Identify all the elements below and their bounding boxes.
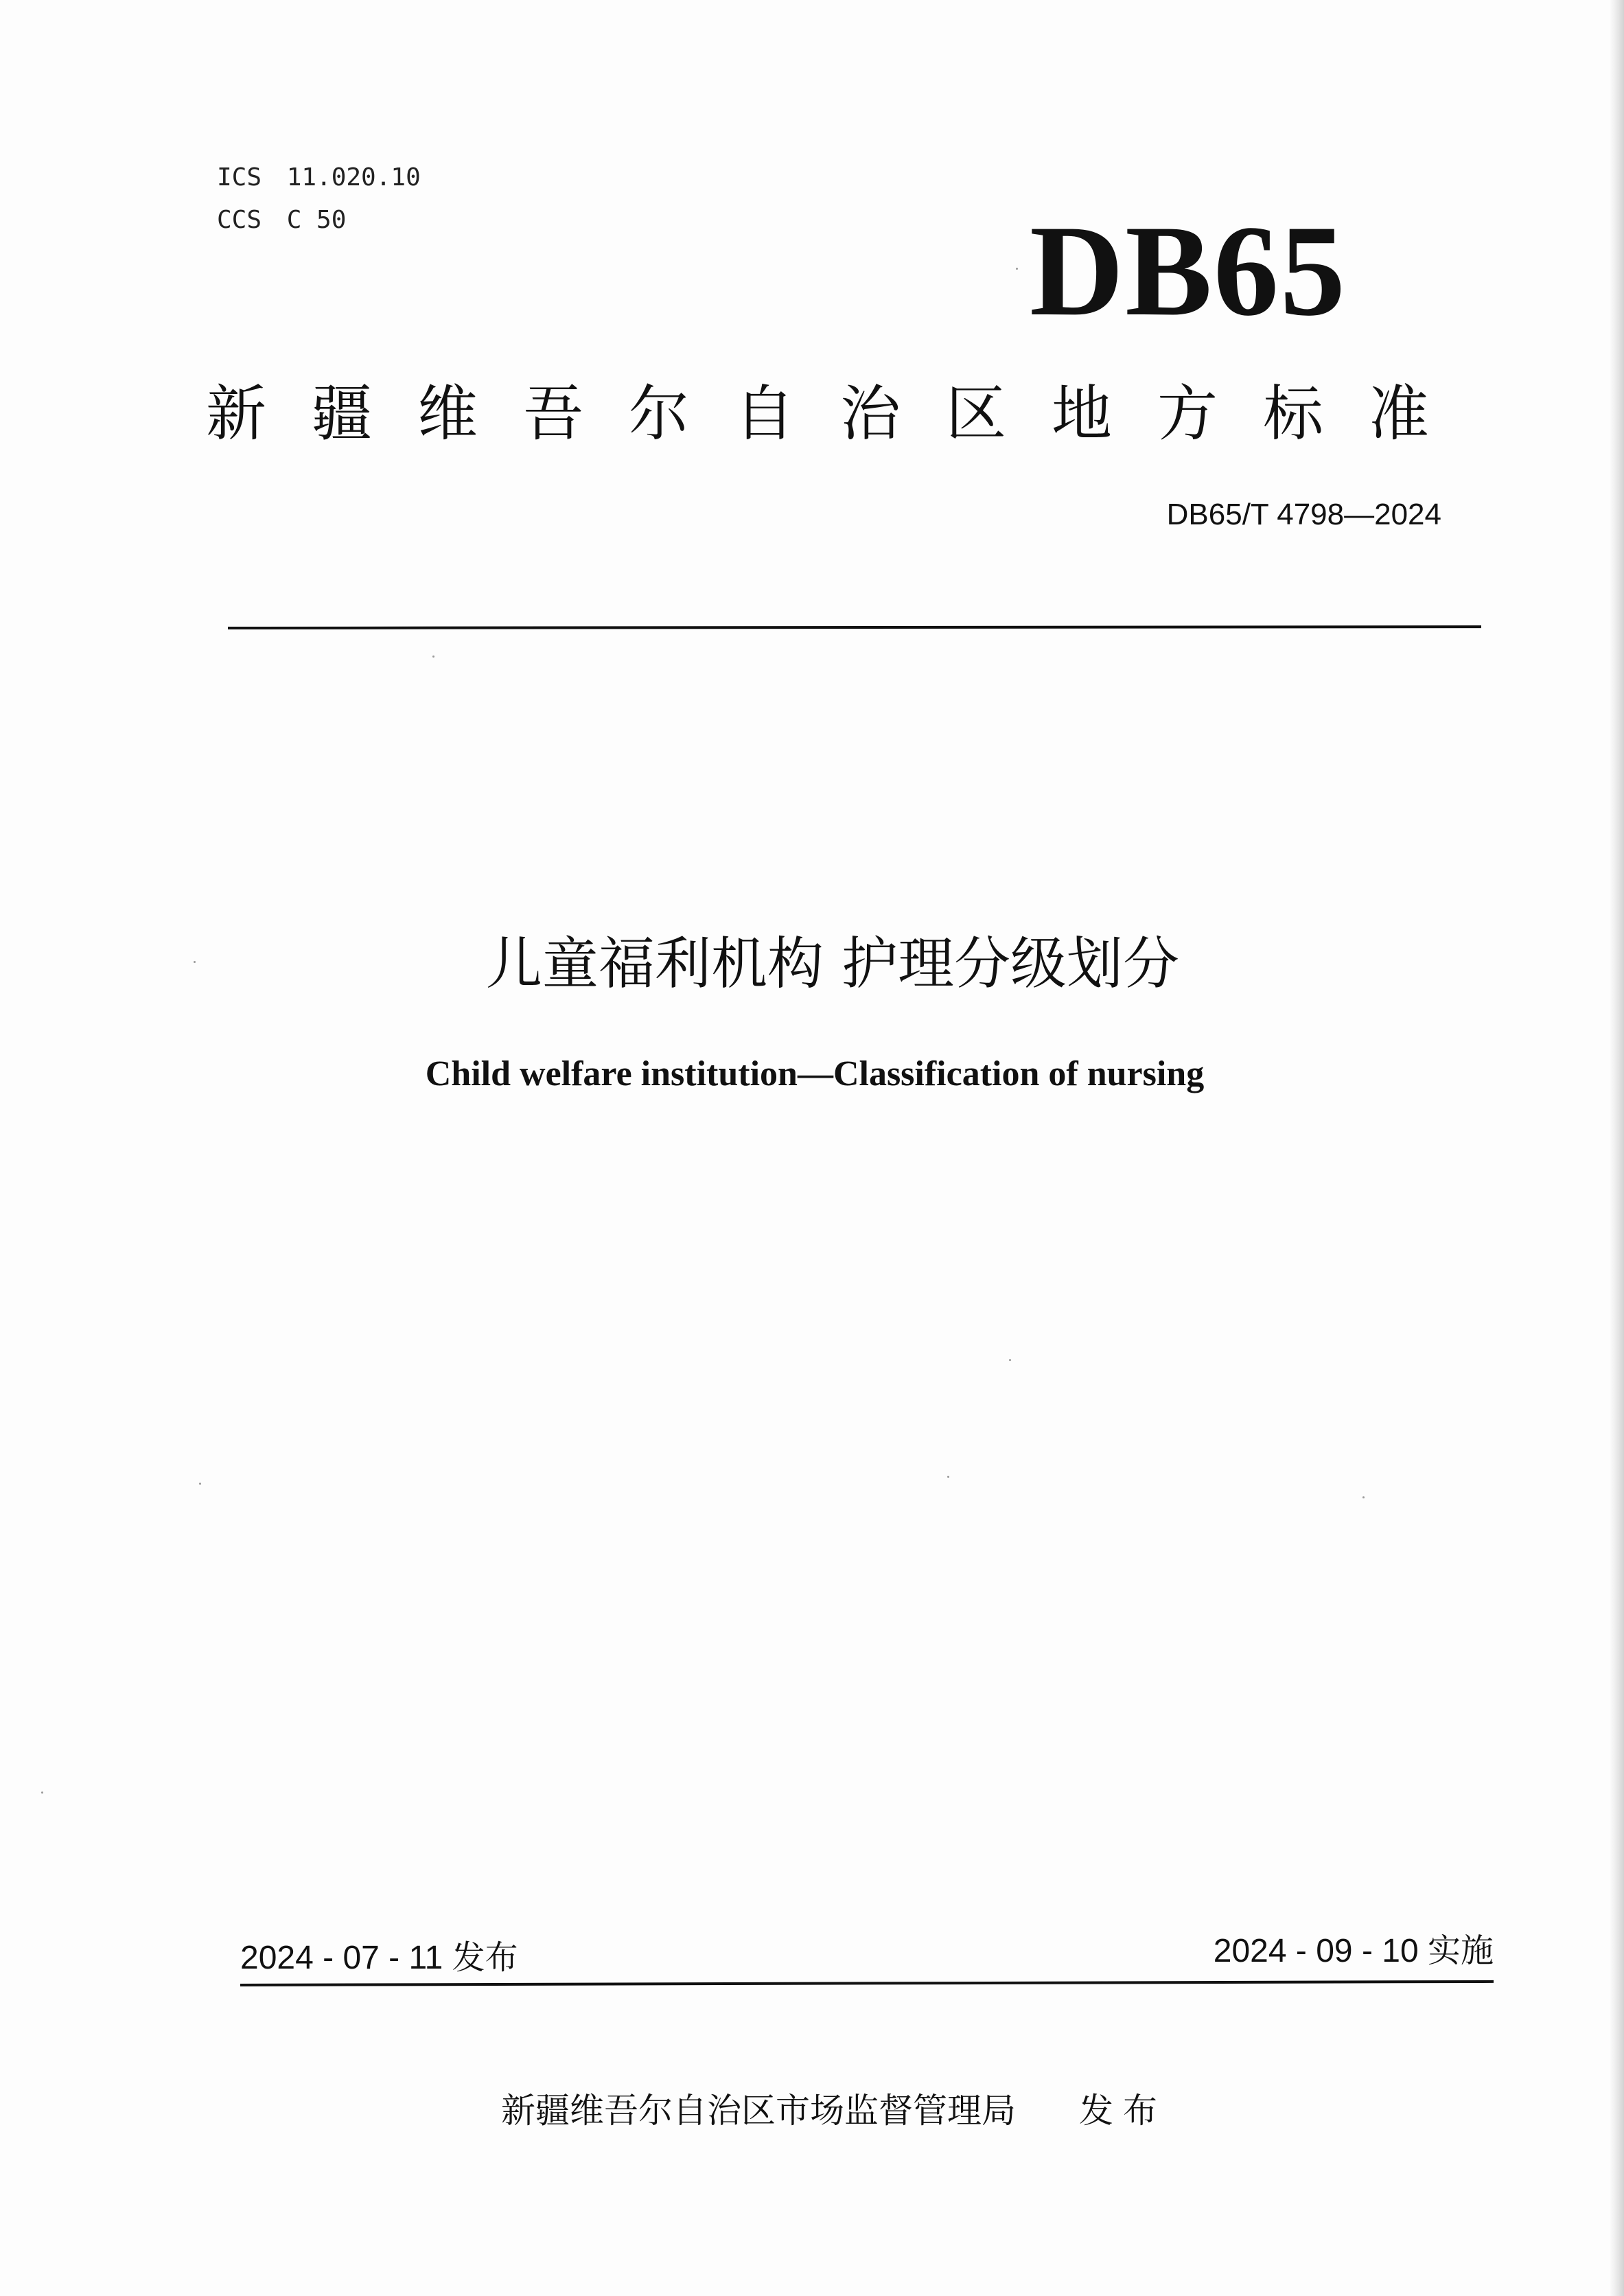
ccs-value: C 50: [286, 206, 347, 234]
publisher-line: [501, 2087, 1167, 2135]
scan-speck: [1016, 268, 1018, 270]
scan-speck: [199, 1483, 201, 1485]
ccs-label: CCS: [217, 206, 262, 234]
ics-code-row: [217, 156, 421, 199]
document-title-english: Child welfare institution—Classification of nursing: [425, 1054, 1205, 1093]
publisher-name: 新疆维吾尔自治区市场监督管理局: [501, 2091, 1016, 2131]
issue-date: 2024 - 07 - 11 发布: [240, 1940, 518, 1976]
standard-number: DB65/T 4798—2024: [1166, 498, 1441, 531]
ics-label: ICS: [217, 163, 262, 192]
classification-codes: [217, 156, 421, 242]
ics-value: 11.020.10: [286, 163, 421, 192]
standard-mark-logo: DB65: [1030, 199, 1347, 343]
header-divider: [228, 625, 1481, 629]
scan-speck: [1362, 1496, 1365, 1498]
standard-type-heading: 新疆维吾尔自治区地方标准: [206, 378, 1475, 449]
scan-speck: [432, 656, 434, 658]
document-title-chinese: 儿童福利机构 护理分级划分: [485, 931, 1180, 997]
scan-edge-artifact: [1609, 0, 1624, 2296]
scan-speck: [947, 1476, 949, 1478]
scan-speck: [1009, 1359, 1011, 1361]
publish-action: 发布: [1079, 2091, 1167, 2131]
scan-speck: [194, 961, 196, 963]
scan-speck: [41, 1791, 43, 1794]
implementation-date: 2024 - 09 - 10 实施: [1213, 1933, 1494, 1969]
ccs-code-row: [217, 199, 421, 242]
